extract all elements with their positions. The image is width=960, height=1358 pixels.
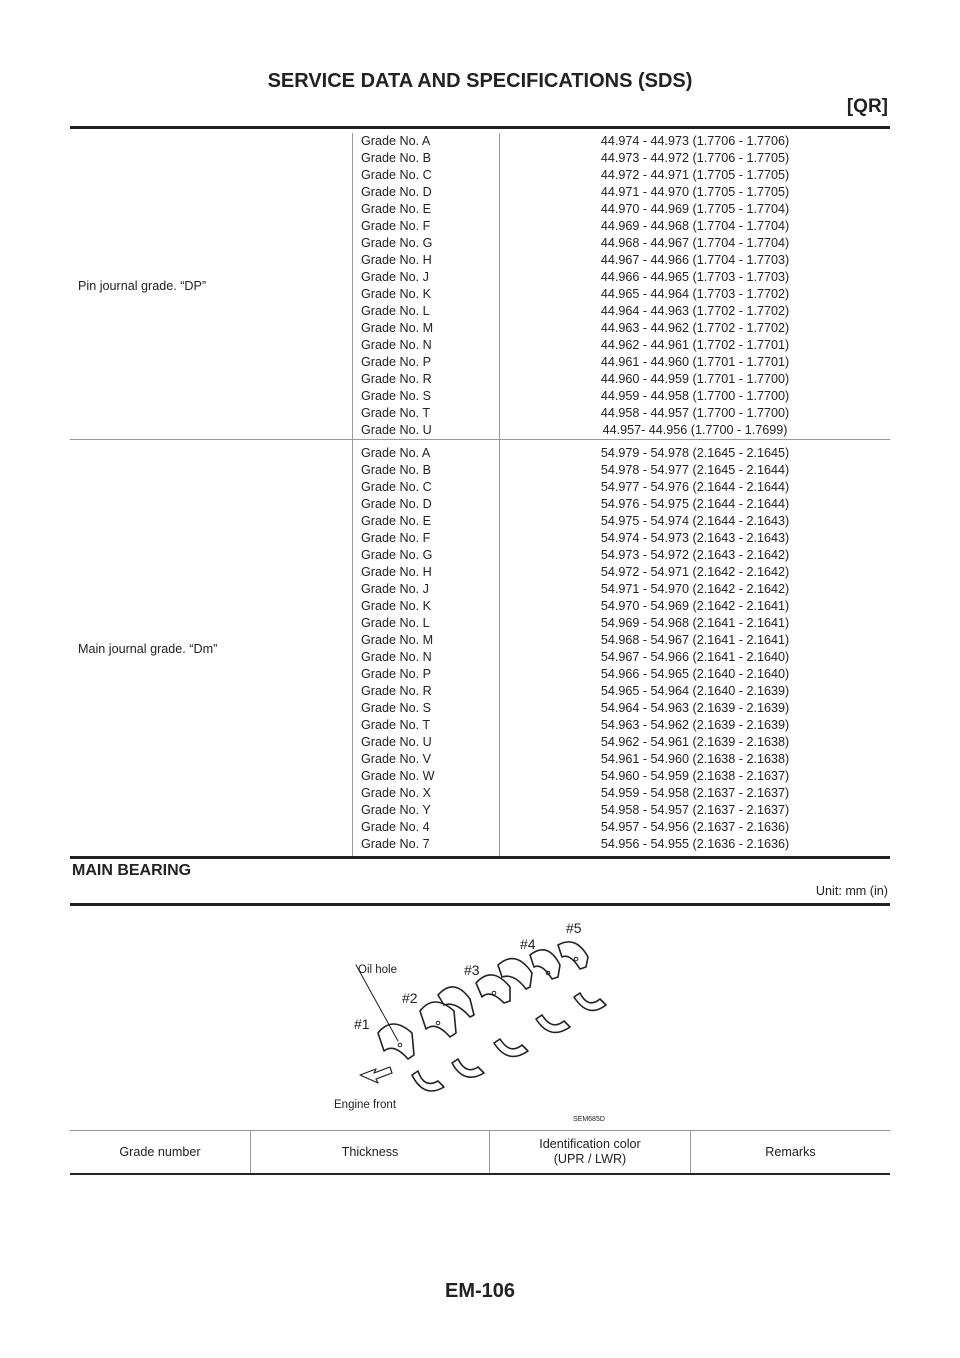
list-item: Grade No. M [361,633,434,647]
list-item: Grade No. R [361,684,432,698]
lower-bearing-shell-2 [452,1059,484,1077]
list-item: 44.972 - 44.971 (1.7705 - 1.7705) [600,168,790,182]
table-row [70,133,890,440]
list-item: 54.972 - 54.971 (2.1642 - 2.1642) [600,565,790,579]
list-item: Grade No. W [361,769,435,783]
list-item: Grade No. U [361,735,432,749]
bearing-number-2: #2 [402,990,418,1006]
list-item: 54.962 - 54.961 (2.1639 - 2.1638) [600,735,790,749]
list-item: Grade No. C [361,480,432,494]
list-item: 44.959 - 44.958 (1.7700 - 1.7700) [600,389,790,403]
bearing-number-5: #5 [566,920,582,936]
pin-journal-grades [353,133,500,440]
main-bearing-heading: MAIN BEARING [72,862,192,879]
list-item: 44.969 - 44.968 (1.7704 - 1.7704) [600,219,790,233]
page-number: EM-106 [444,1280,516,1302]
list-item: 54.967 - 54.966 (2.1641 - 2.1640) [600,650,790,664]
upper-bearing-shell-thrust [438,987,474,1017]
list-item: 54.956 - 54.955 (2.1636 - 2.1636) [600,837,790,851]
main-journal-values [500,440,891,859]
list-item: Grade No. N [361,338,432,352]
list-item: 54.979 - 54.978 (2.1645 - 2.1645) [600,446,790,460]
list-item: Grade No. L [361,616,430,630]
list-item: Grade No. T [361,406,431,420]
list-item: 54.965 - 54.964 (2.1640 - 2.1639) [600,684,790,698]
list-item: 54.964 - 54.963 (2.1639 - 2.1639) [600,701,790,715]
list-item: Grade No. G [361,548,433,562]
list-item: 44.964 - 44.963 (1.7702 - 1.7702) [600,304,790,318]
list-item: Grade No. D [361,497,432,511]
list-item: Grade No. P [361,667,431,681]
list-item: 54.978 - 54.977 (2.1645 - 2.1644) [600,463,790,477]
list-item: Grade No. C [361,168,432,182]
list-item: Grade No. U [361,423,432,437]
list-item: Grade No. B [361,151,431,165]
page-title: SERVICE DATA AND SPECIFICATIONS (SDS) [267,70,693,92]
list-item: 44.962 - 44.961 (1.7702 - 1.7701) [600,338,790,352]
lower-bearing-shell-4 [536,1015,570,1032]
engine-front-arrow-icon [360,1067,392,1083]
list-item: Grade No. H [361,565,432,579]
main-bearing-figure [330,915,630,1120]
unit-note: Unit: mm (in) [815,884,888,898]
list-item: 44.970 - 44.969 (1.7705 - 1.7704) [600,202,790,216]
upper-bearing-shell-4a [498,959,532,989]
list-item: 54.970 - 54.969 (2.1642 - 2.1641) [600,599,790,613]
list-item: 54.966 - 54.965 (2.1640 - 2.1640) [600,667,790,681]
column-grade-number: Grade number [119,1144,201,1159]
column-thickness: Thickness [250,1131,489,1173]
lower-bearing-shell-3 [494,1039,528,1056]
upper-bearing-shell-1 [378,1024,414,1059]
list-item: Grade No. G [361,236,433,250]
list-item: 54.974 - 54.973 (2.1643 - 2.1643) [600,531,790,545]
list-item: Grade No. J [361,582,429,596]
list-item: 54.969 - 54.968 (2.1641 - 2.1641) [600,616,790,630]
list-item: Grade No. K [361,599,431,613]
upper-bearing-shell-4b [530,950,560,979]
upper-bearing-shell-3 [476,975,510,1003]
list-item: 54.968 - 54.967 (2.1641 - 2.1641) [600,633,790,647]
list-item: 44.957- 44.956 (1.7700 - 1.7699) [602,423,788,437]
crankshaft-grade-table [70,133,890,858]
list-item: Grade No. 4 [361,820,430,834]
main-journal-label: Main journal grade. “Dm” [78,641,218,656]
column-identification-color: Identification color (UPR / LWR) [489,1131,690,1173]
figure-code: SEM685D [573,1116,605,1123]
lower-bearing-shell-1 [412,1071,444,1091]
list-item: 54.959 - 54.958 (2.1637 - 2.1637) [600,786,790,800]
list-item: 54.958 - 54.957 (2.1637 - 2.1637) [600,803,790,817]
list-item: 54.977 - 54.976 (2.1644 - 2.1644) [600,480,790,494]
list-item: Grade No. E [361,514,431,528]
upper-bearing-shell-2 [420,1002,456,1037]
section-tag: [QR] [846,96,888,117]
pin-journal-label: Pin journal grade. “DP” [70,133,353,440]
list-item: Grade No. K [361,287,431,301]
section-rule [70,903,890,906]
list-item: 44.963 - 44.962 (1.7702 - 1.7702) [600,321,790,335]
main-bearing-table-header [70,1130,890,1175]
column-remarks: Remarks [690,1131,890,1173]
table-bottom-rule [70,856,890,859]
list-item: Grade No. 7 [361,837,430,851]
list-item: 44.961 - 44.960 (1.7701 - 1.7701) [600,355,790,369]
list-item: Grade No. B [361,463,431,477]
list-item: Grade No. F [361,219,431,233]
bearing-number-1: #1 [354,1016,370,1032]
list-item: Grade No. T [361,718,431,732]
list-item: Grade No. F [361,531,431,545]
list-item: Grade No. A [361,134,431,148]
list-item: Grade No. N [361,650,432,664]
bearing-number-3: #3 [464,962,480,978]
list-item: 44.965 - 44.964 (1.7703 - 1.7702) [600,287,790,301]
list-item: Grade No. V [361,752,431,766]
upper-bearing-shell-5 [558,942,588,969]
header-rule [70,126,890,129]
list-item: Grade No. R [361,372,432,386]
list-item: Grade No. M [361,321,434,335]
list-item: Grade No. L [361,304,430,318]
list-item: Grade No. X [361,786,431,800]
list-item: 44.973 - 44.972 (1.7706 - 1.7705) [600,151,790,165]
list-item: 54.976 - 54.975 (2.1644 - 2.1644) [600,497,790,511]
list-item: Grade No. J [361,270,429,284]
main-journal-grades [353,440,500,859]
list-item: 44.966 - 44.965 (1.7703 - 1.7703) [600,270,790,284]
list-item: Grade No. P [361,355,431,369]
list-item: 54.960 - 54.959 (2.1638 - 2.1637) [600,769,790,783]
oil-hole-label: Oil hole [358,964,397,976]
lower-bearing-shell-5 [574,993,606,1010]
list-item: Grade No. H [361,253,432,267]
list-item: 44.960 - 44.959 (1.7701 - 1.7700) [600,372,790,386]
table-row [70,440,890,859]
list-item: Grade No. E [361,202,431,216]
list-item: 44.971 - 44.970 (1.7705 - 1.7705) [600,185,790,199]
list-item: 44.958 - 44.957 (1.7700 - 1.7700) [600,406,790,420]
list-item: 54.963 - 54.962 (2.1639 - 2.1639) [600,718,790,732]
list-item: 54.957 - 54.956 (2.1637 - 2.1636) [600,820,790,834]
list-item: 44.974 - 44.973 (1.7706 - 1.7706) [600,134,790,148]
list-item: Grade No. Y [361,803,431,817]
list-item: 54.975 - 54.974 (2.1644 - 2.1643) [600,514,790,528]
list-item: Grade No. A [361,446,431,460]
list-item: 54.973 - 54.972 (2.1643 - 2.1642) [600,548,790,562]
list-item: 54.961 - 54.960 (2.1638 - 2.1638) [600,752,790,766]
pin-journal-values [500,133,891,440]
list-item: Grade No. D [361,185,432,199]
engine-front-label: Engine front [334,1099,397,1111]
bearing-number-4: #4 [520,936,536,952]
list-item: Grade No. S [361,701,431,715]
list-item: 54.971 - 54.970 (2.1642 - 2.1642) [600,582,790,596]
list-item: 44.968 - 44.967 (1.7704 - 1.7704) [600,236,790,250]
list-item: Grade No. S [361,389,431,403]
list-item: 44.967 - 44.966 (1.7704 - 1.7703) [600,253,790,267]
